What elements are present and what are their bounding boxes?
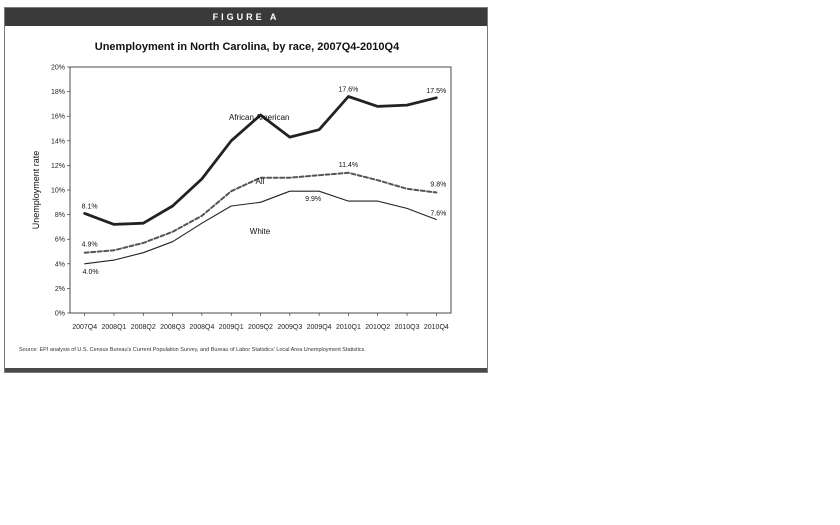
x-tick-label: 2010Q1 [335, 324, 361, 331]
x-tick-label: 2009Q3 [277, 324, 303, 331]
y-tick-label: 4% [54, 261, 65, 269]
plot-area [70, 67, 451, 313]
data-label-all: 9.8% [430, 181, 447, 189]
y-tick-label: 20% [50, 64, 65, 72]
figure-header: FIGURE A [5, 8, 487, 26]
data-label-african-american: 17.5% [426, 87, 447, 95]
data-label-white: 7.6% [430, 210, 447, 218]
y-tick-label: 8% [54, 212, 65, 220]
x-tick-label: 2009Q2 [248, 324, 273, 331]
chart-title: Unemployment in North Carolina, by race, 2007Q4-2010Q4 [94, 41, 400, 53]
series-label-all: All [255, 177, 265, 186]
y-tick-label: 2% [54, 285, 65, 293]
y-tick-label: 10% [50, 187, 65, 195]
y-tick-label: 0% [54, 310, 65, 318]
figure-frame [4, 7, 488, 373]
data-label-all: 4.9% [81, 241, 98, 249]
line-chart [5, 8, 489, 374]
x-tick-label: 2008Q2 [130, 324, 156, 331]
y-tick-label: 18% [50, 89, 65, 97]
data-label-white: 4.0% [82, 268, 99, 276]
y-tick-label: 6% [54, 236, 65, 244]
x-tick-label: 2010Q4 [423, 324, 449, 331]
y-tick-label: 12% [50, 162, 65, 170]
x-tick-label: 2009Q1 [218, 324, 244, 331]
x-tick-label: 2008Q4 [189, 324, 215, 331]
x-tick-label: 2009Q4 [306, 324, 332, 331]
y-tick-label: 14% [50, 138, 65, 146]
data-label-all: 11.4% [338, 161, 359, 169]
x-tick-label: 2010Q3 [394, 324, 420, 331]
x-tick-label: 2010Q2 [365, 324, 391, 331]
x-tick-label: 2007Q4 [72, 324, 98, 331]
data-label-african-american: 8.1% [81, 203, 98, 211]
data-label-white: 9.9% [305, 196, 322, 204]
y-axis-label: Unemployment rate [31, 150, 41, 230]
source-note: Source: EPI analysis of U.S. Census Bureau's Current Population Survey, and Bureau of Labor Statistics' Local Area Unemployment Statistics. [19, 347, 366, 353]
x-tick-label: 2008Q3 [160, 324, 186, 331]
data-label-african-american: 17.6% [338, 86, 359, 94]
bottom-rule [5, 368, 487, 372]
y-tick-label: 16% [50, 113, 65, 121]
series-label-african-american: African American [229, 113, 290, 122]
x-tick-label: 2008Q1 [101, 324, 127, 331]
series-label-white: White [249, 227, 271, 236]
